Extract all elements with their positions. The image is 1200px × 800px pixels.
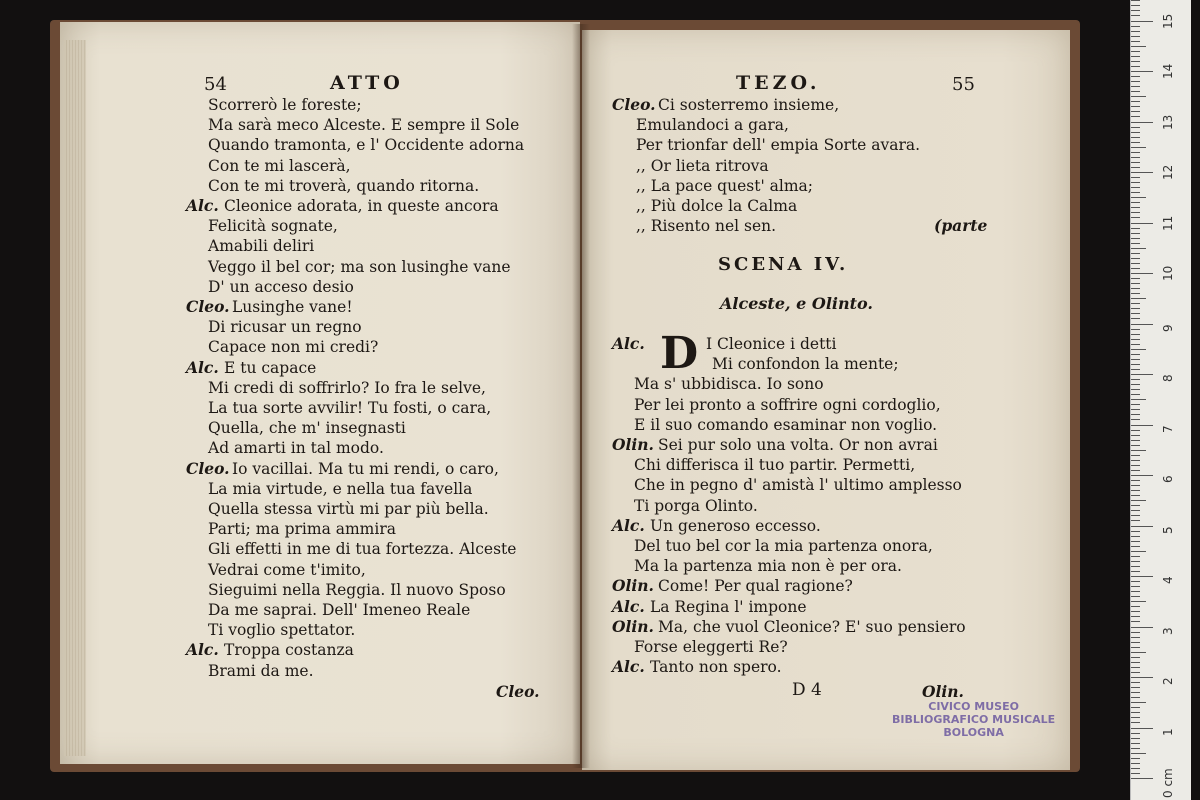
ruler-tick [1131,445,1140,446]
ruler-tick [1131,142,1140,143]
ruler-label: 9 [1161,323,1175,332]
ruler-tick [1131,137,1140,138]
verse-line: Quella, che m' insegnasti [208,419,406,438]
verse-line: Ma s' ubbidisca. Io sono [634,375,824,394]
ruler-tick [1131,480,1140,481]
ruler-label: 5 [1161,525,1175,534]
ruler-tick [1131,515,1140,516]
ruler-tick [1131,657,1140,658]
ruler-tick [1131,268,1140,269]
ruler-tick [1131,182,1140,183]
ruler-label: 15 [1161,13,1175,29]
ruler-tick [1131,541,1140,542]
speaker-label: Olin. [612,435,654,454]
verse-line: Emulandoci a gara, [636,116,789,135]
verse-line: Ad amarti in tal modo. [208,439,384,458]
ruler-label: 1 [1161,727,1175,736]
speaker-label: Alc. [186,357,219,377]
ruler-tick [1131,677,1153,678]
ruler-tick [1131,465,1140,466]
verse-line: Troppa costanza [224,641,354,660]
ruler-label: 13 [1161,114,1175,130]
verse-line: I Cleonice i detti [706,335,837,353]
ruler-tick [1131,389,1140,390]
ruler-tick [1131,324,1153,325]
ruler-tick [1131,743,1140,744]
ruler-tick [1131,263,1140,264]
ruler-tick [1131,409,1140,410]
ruler-tick [1131,223,1153,224]
ruler-tick [1131,722,1140,723]
ruler-label: 3 [1161,626,1175,635]
verse-line: Mi credi di soffrirlo? Io fra le selve, [208,378,486,397]
ruler-tick [1131,430,1140,431]
ruler-tick [1131,258,1140,259]
ruler-tick [1131,5,1140,6]
verse-line: Forse eleggerti Re? [634,638,788,656]
ruler-tick [1131,546,1140,547]
ruler-tick [1131,566,1140,567]
verse-line: La Regina l' impone [650,597,807,616]
ruler-tick [1131,86,1140,87]
ruler-label: 10 [1161,265,1175,281]
ruler-tick [1131,152,1140,153]
ruler-label: 6 [1161,475,1175,483]
ruler-tick [1131,404,1140,405]
ruler-tick [1131,354,1140,355]
verse-line: E tu capace [224,358,317,377]
ruler-tick [1131,733,1140,734]
verse-line: La tua sorte avvilir! Tu fosti, o cara, [208,399,492,417]
ruler-tick [1131,197,1146,198]
ruler-tick [1131,591,1140,592]
ruler-tick [1131,212,1140,213]
ruler-tick [1131,652,1146,653]
ruler-tick [1131,91,1140,92]
ruler-label: 4 [1161,576,1175,584]
ruler-tick [1131,228,1140,229]
ruler-label: 2 [1161,677,1175,685]
verse-line: Che in pegno d' amistà l' ultimo amplesso [634,476,962,495]
verse-line: Vedrai come t'imito, [208,560,366,579]
ruler-tick [1131,642,1140,643]
ruler-tick [1131,697,1140,698]
ruler-tick [1131,329,1140,330]
book-gutter [572,24,590,768]
verse-line: Ma sarà meco Alceste. E sempre il Sole [208,116,520,135]
verse-line: Sieguimi nella Reggia. Il nuovo Sposo [208,580,506,599]
ruler-tick [1131,207,1140,208]
verse-line: ,, La pace quest' alma; [636,176,813,195]
ruler-tick [1131,111,1140,112]
verse-line: Scorrerò le foreste; [208,96,362,114]
ruler-tick [1131,485,1140,486]
ruler-tick [1131,601,1146,602]
ruler-tick [1131,425,1153,426]
ruler-tick [1131,414,1140,415]
ruler-tick [1131,495,1140,496]
measurement-ruler [1130,0,1191,800]
ruler-tick [1131,778,1153,779]
left-running-header: ATTO [330,72,404,94]
ruler-tick [1131,758,1140,759]
ruler-tick [1131,15,1140,16]
ruler-tick [1131,536,1140,537]
ruler-tick [1131,606,1140,607]
speaker-label: Olin. [612,576,654,596]
speaker-label: Alc. [612,657,645,677]
ruler-tick [1131,243,1140,244]
verse-line: Amabili deliri [208,237,315,256]
ruler-tick [1131,419,1140,420]
ruler-tick [1131,505,1140,506]
ruler-tick [1131,526,1153,527]
page-edges [64,40,86,756]
ruler-tick [1131,132,1140,133]
ruler-tick [1131,576,1153,577]
drop-cap-letter: D [660,328,699,379]
ruler-tick [1131,379,1140,380]
verse-line: Quella stessa virtù mi par più bella. [208,500,489,518]
ruler-tick [1131,51,1140,52]
ruler-tick [1131,167,1140,168]
verse-line: Ti voglio spettator. [208,621,356,640]
ruler-tick [1131,202,1140,203]
ruler-tick [1131,460,1140,461]
ruler-tick [1131,647,1140,648]
speaker-label: Alc. [612,596,645,616]
ruler-tick [1131,637,1140,638]
ruler-tick [1131,293,1140,294]
ruler-tick [1131,531,1140,532]
ruler-tick [1131,556,1140,557]
ruler-tick [1131,753,1146,754]
verse-line: E il suo comando esaminar non voglio. [634,415,938,434]
ruler-tick [1131,738,1140,739]
ruler-tick [1131,26,1140,27]
verse-line: Sei pur solo una volta. Or non avrai [658,436,938,454]
ruler-tick [1131,298,1146,299]
ruler-tick [1131,561,1140,562]
ruler-tick [1131,399,1146,400]
ruler-tick [1131,682,1140,683]
ruler-tick [1131,308,1140,309]
ruler-tick [1131,172,1153,173]
ruler-tick [1131,318,1140,319]
ruler-tick [1131,76,1140,77]
ruler-tick [1131,450,1146,451]
verse-line: Del tuo bel cor la mia partenza onora, [634,537,933,555]
ruler-tick [1131,253,1140,254]
ruler-tick [1131,596,1140,597]
ruler-tick [1131,364,1140,365]
ruler-tick [1131,510,1140,511]
verse-line: ,, Or lieta ritrova [636,156,769,175]
ruler-tick [1131,81,1140,82]
verse-line: Per trionfar dell' empia Sorte avara. [636,136,921,155]
verse-line: Un generoso eccesso. [650,516,821,535]
ruler-tick [1131,46,1146,47]
ruler-tick [1131,748,1140,749]
verse-line: Capace non mi credi? [208,338,379,357]
ruler-tick [1131,440,1140,441]
speaker-label: Olin. [612,616,654,636]
ruler-tick [1131,717,1140,718]
ruler-tick [1131,41,1140,42]
verse-line: Quando tramonta, e l' Occidente adorna [208,136,525,155]
ruler-tick [1131,621,1140,622]
verse-line: Felicità sognate, [208,217,338,236]
ruler-tick [1131,768,1140,769]
left-catchword: Cleo. [496,682,540,701]
ruler-label: 0 cm [1161,768,1175,798]
ruler-tick [1131,490,1140,491]
ruler-tick [1131,61,1140,62]
ruler-tick [1131,394,1140,395]
ruler-tick [1131,313,1140,314]
speaker-label: Cleo. [186,458,230,478]
ruler-tick [1131,692,1140,693]
verse-line: Ci sosterremo insieme, [658,96,840,114]
ruler-tick [1131,627,1153,628]
ruler-tick [1131,10,1140,11]
ruler-tick [1131,157,1140,158]
ruler-tick [1131,616,1140,617]
ruler-tick [1131,187,1140,188]
ruler-tick [1131,162,1140,163]
right-catchword: Olin. [922,682,964,701]
scene-opening-speaker: Alc. [612,334,645,353]
right-page-number: 55 [952,74,975,95]
ruler-tick [1131,0,1140,1]
library-stamp [892,700,1055,739]
ruler-tick [1131,359,1140,360]
ruler-tick [1131,712,1140,713]
ruler-tick [1131,707,1140,708]
ruler-tick [1131,36,1140,37]
verse-line: D' un acceso desio [208,277,354,296]
ruler-label: 11 [1161,215,1175,231]
ruler-tick [1131,238,1140,239]
verse-line: Lusinghe vane! [232,298,353,316]
ruler-tick [1131,349,1146,350]
ruler-tick [1131,672,1140,673]
ruler-tick [1131,21,1153,22]
ruler-tick [1131,248,1146,249]
verse-line: Come! Per qual ragione? [658,577,853,596]
verse-line: Per lei pronto a soffrire ogni cordoglio, [634,395,941,414]
ruler-tick [1131,667,1140,668]
ruler-tick [1131,773,1140,774]
speaker-label: Cleo. [186,297,230,316]
ruler-tick [1131,384,1140,385]
ruler-label: 8 [1161,374,1175,382]
ruler-tick [1131,233,1140,234]
ruler-tick [1131,551,1146,552]
stamp-line-2: BIBLIOGRAFICO MUSICALE [892,713,1056,726]
verse-line: Di ricusar un regno [208,318,362,337]
verse-line: Io vacillai. Ma tu mi rendi, o caro, [232,459,499,478]
ruler-tick [1131,500,1146,501]
ruler-tick [1131,56,1140,57]
ruler-tick [1131,192,1140,193]
verse-line: Cleonice adorata, in queste ancora [224,197,499,215]
ruler-tick [1131,66,1140,67]
ruler-label: 14 [1161,63,1175,79]
ruler-tick [1131,278,1140,279]
ruler-tick [1131,581,1140,582]
scene-title: SCENA IV. [718,254,849,275]
speaker-label: Alc. [612,515,645,535]
ruler-tick [1131,217,1140,218]
stamp-line-3: BOLOGNA [943,726,1004,739]
ruler-tick [1131,96,1146,97]
verse-line: ,, Più dolce la Calma [636,197,798,215]
ruler-tick [1131,632,1140,633]
ruler-tick [1131,728,1153,729]
ruler-tick [1131,106,1140,107]
verse-line: Chi differisca il tuo partir. Permetti, [634,456,916,475]
ruler-tick [1131,369,1140,370]
ruler-tick [1131,571,1140,572]
verse-line: Con te mi lascerà, [208,156,351,175]
signature-mark: D 4 [792,680,822,700]
ruler-tick [1131,702,1146,703]
ruler-tick [1131,283,1140,284]
ruler-tick [1131,520,1140,521]
left-page-number: 54 [204,74,227,95]
ruler-tick [1131,586,1140,587]
verse-line: La mia virtude, e nella tua favella [208,479,473,498]
ruler-tick [1131,71,1153,72]
ruler-tick [1131,101,1140,102]
verse-line: Brami da me. [208,661,314,680]
ruler-tick [1131,763,1140,764]
ruler-tick [1131,470,1140,471]
ruler-tick [1131,127,1140,128]
verse-line: Veggo il bel cor; ma son lusinghe vane [208,257,511,276]
stamp-line-1: CIVICO MUSEO [928,700,1019,713]
verse-line: Mi confondon la mente; [712,355,899,374]
ruler-tick [1131,177,1140,178]
ruler-tick [1131,334,1140,335]
ruler-tick [1131,344,1140,345]
ruler-label: 12 [1161,164,1175,180]
right-running-header: TEZO. [736,72,821,94]
verse-line: Ma la partenza mia non è per ora. [634,557,902,576]
ruler-tick [1131,303,1140,304]
ruler-tick [1131,31,1140,32]
verse-line: Parti; ma prima ammira [208,520,396,539]
speaker-label: Cleo. [612,95,656,114]
exit-stage-direction: (parte [934,216,988,235]
verse-line: Ti porga Olinto. [634,496,758,515]
ruler-tick [1131,455,1140,456]
ruler-tick [1131,435,1140,436]
ruler-label: 7 [1161,424,1175,433]
ruler-tick [1131,475,1153,476]
ruler-tick [1131,147,1146,148]
ruler-tick [1131,288,1140,289]
ruler-tick [1131,611,1140,612]
ruler-tick [1131,273,1153,274]
verse-line: ,, Risento nel sen. [636,217,777,236]
verse-line: Tanto non spero. [650,658,782,677]
speaker-label: Alc. [186,196,219,215]
ruler-tick [1131,122,1153,123]
ruler-tick [1131,339,1140,340]
ruler-tick [1131,116,1140,117]
verse-line: Gli effetti in me di tua fortezza. Alceste [208,540,517,559]
verse-line: Da me saprai. Dell' Imeneo Reale [208,601,471,619]
verse-line: Ma, che vuol Cleonice? E' suo pensiero [658,617,966,636]
ruler-tick [1131,687,1140,688]
ruler-tick [1131,374,1153,375]
verse-line: Con te mi troverà, quando ritorna. [208,176,480,195]
scene-cast: Alceste, e Olinto. [720,294,873,313]
ruler-tick [1131,662,1140,663]
speaker-label: Alc. [186,640,219,660]
